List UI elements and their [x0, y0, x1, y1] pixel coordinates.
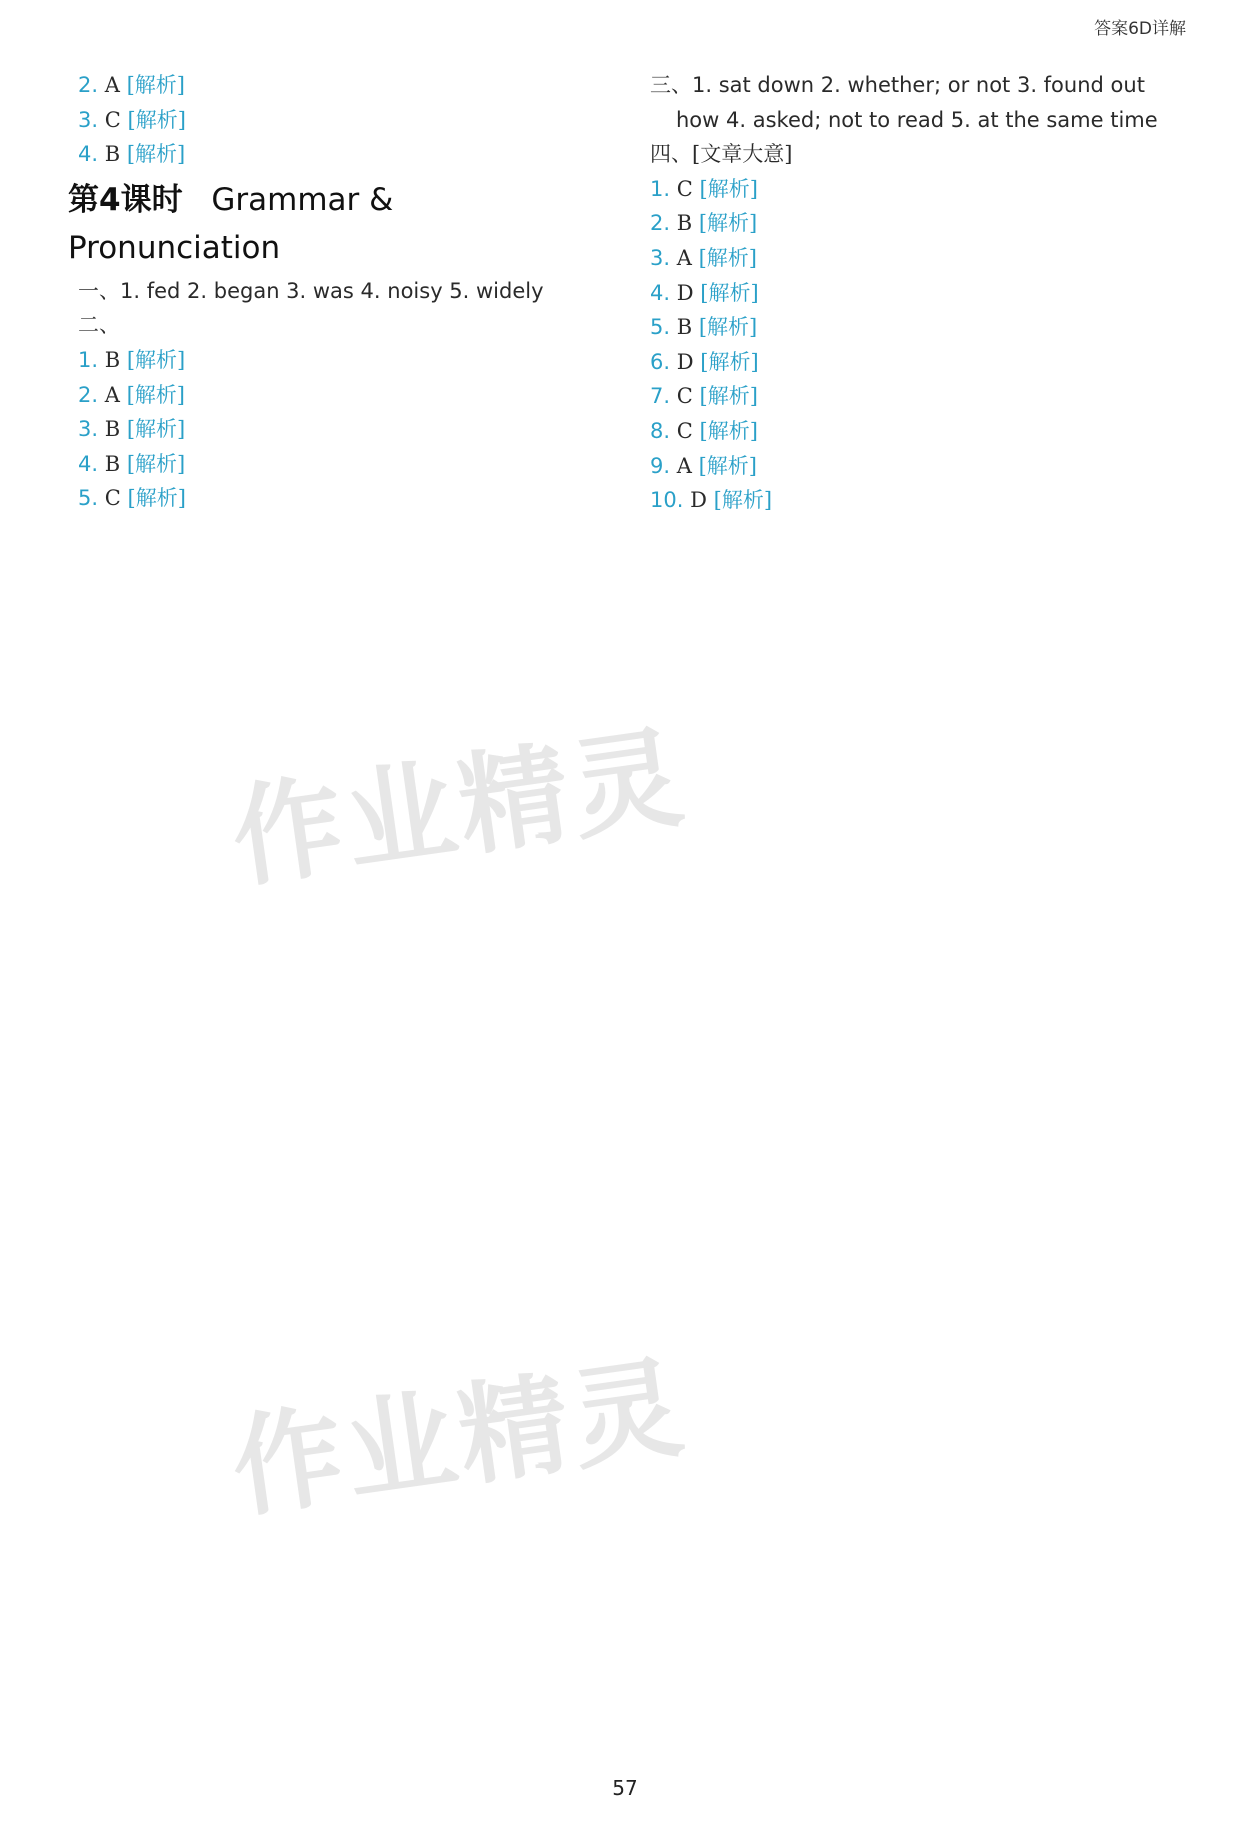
item-number: 2.: [650, 211, 671, 236]
item-answer: B: [104, 417, 121, 442]
answer-list-a: [78, 68, 606, 172]
section-one-answers: 一、1. fed 2. began 3. was 4. noisy 5. widely: [78, 278, 544, 303]
section-four-label: 四、: [650, 142, 692, 167]
answer-list-right: [650, 172, 1178, 518]
page-number: 57: [612, 1776, 638, 1800]
item-number: 1.: [78, 347, 99, 372]
watermark-top: 作业精灵: [224, 712, 694, 904]
section-three-answers: 三、1. sat down 2. whether; or not 3. found out how 4. asked; not to read 5. at the same time: [650, 73, 1158, 132]
item-number: 4.: [650, 280, 671, 305]
item-answer: A: [104, 382, 120, 407]
answer-item: [78, 481, 606, 516]
right-column: [650, 68, 1178, 518]
answer-item: [78, 447, 606, 482]
item-answer: D: [676, 280, 694, 305]
item-answer: C: [676, 176, 693, 201]
item-tag: [解析]: [700, 280, 759, 305]
item-number: 9.: [650, 453, 671, 478]
answer-item: [650, 241, 1178, 276]
item-answer: C: [676, 418, 693, 443]
answer-item: [650, 345, 1178, 380]
answer-item: [650, 379, 1178, 414]
item-number: 7.: [650, 384, 671, 409]
answer-list-b: [78, 343, 606, 516]
answer-item: [650, 172, 1178, 207]
item-answer: A: [676, 453, 692, 478]
lesson-heading: [68, 176, 606, 272]
item-number: 5.: [78, 486, 99, 511]
item-tag: [解析]: [713, 488, 773, 513]
answer-item: [650, 206, 1178, 241]
item-tag: [解析]: [698, 211, 758, 236]
item-tag: [解析]: [699, 384, 758, 409]
answer-item: [78, 412, 606, 447]
item-tag: [解析]: [126, 417, 186, 442]
item-tag: [解析]: [126, 142, 186, 167]
item-number: 10.: [650, 488, 684, 513]
item-number: 2.: [78, 382, 99, 407]
item-tag: [解析]: [126, 382, 185, 407]
item-number: 6.: [650, 349, 671, 374]
item-answer: B: [676, 315, 693, 340]
item-number: 3.: [78, 107, 99, 132]
item-answer: C: [104, 107, 121, 132]
item-answer: A: [104, 73, 120, 97]
item-tag: [解析]: [698, 315, 758, 340]
answer-item: [650, 449, 1178, 484]
item-answer: C: [104, 486, 121, 511]
answer-item: [78, 137, 606, 172]
item-number: 5.: [650, 315, 671, 340]
answer-item: [78, 103, 606, 138]
watermark-bottom: 作业精灵: [224, 1342, 694, 1534]
answer-item: [78, 378, 606, 413]
item-answer: B: [104, 142, 121, 167]
item-number: 1.: [650, 176, 671, 201]
item-number: 8.: [650, 418, 671, 443]
item-answer: D: [676, 349, 694, 374]
item-tag: [解析]: [698, 245, 757, 270]
item-number: 4.: [78, 451, 99, 476]
item-tag: [解析]: [698, 453, 757, 478]
item-number: 3.: [78, 417, 99, 442]
item-number: 4.: [78, 142, 99, 167]
answer-item: [650, 310, 1178, 345]
item-tag: [解析]: [700, 349, 759, 374]
section-two-label: 二、: [78, 313, 120, 338]
section-four-summary: [650, 137, 1178, 172]
item-answer: A: [676, 245, 692, 270]
item-answer: D: [690, 488, 707, 513]
item-tag: [解析]: [126, 73, 185, 97]
item-answer: B: [104, 451, 121, 476]
answer-item: [650, 483, 1178, 518]
lesson-subtitle: Grammar & Pronunciation: [68, 181, 394, 266]
page-header: 答案6D详解: [1094, 19, 1186, 39]
item-tag: [解析]: [699, 176, 758, 201]
answer-item: [78, 343, 606, 378]
item-answer: B: [104, 347, 121, 372]
item-tag: [解析]: [699, 418, 758, 443]
answer-item: [650, 276, 1178, 311]
answer-item: [650, 414, 1178, 449]
item-tag: [解析]: [126, 451, 186, 476]
item-tag: [解析]: [127, 107, 186, 132]
lesson-title: 第4课时: [68, 181, 183, 218]
item-number: 2.: [78, 73, 99, 97]
item-tag: [解析]: [127, 486, 186, 511]
item-answer: C: [676, 384, 693, 409]
item-answer: B: [676, 211, 693, 236]
item-tag: [解析]: [126, 347, 186, 372]
item-number: 3.: [650, 245, 671, 270]
left-column: [68, 68, 606, 516]
answer-item: [78, 68, 606, 103]
summary-tag: [文章大意]: [692, 142, 793, 167]
